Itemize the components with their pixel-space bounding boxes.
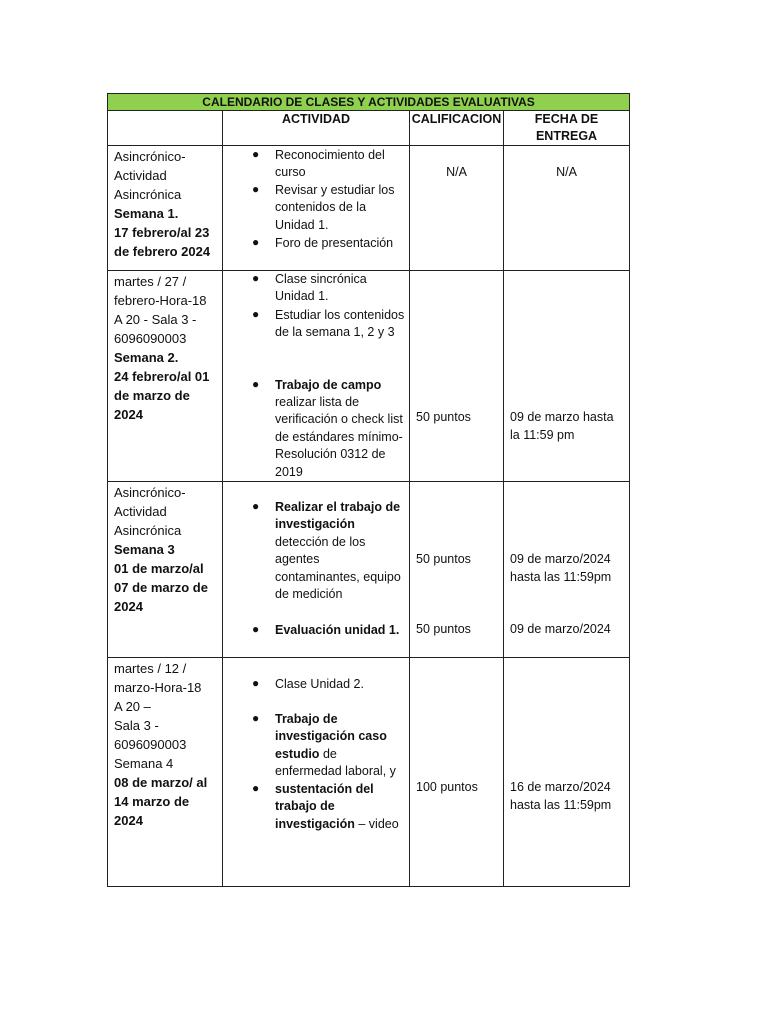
week-info: Asincrónico- Actividad Asincrónica Semana 1. 17 febrero/al 23 de febrero 2024 [108, 146, 223, 271]
trabajo-campo-text: realizar lista de verificación o check list de estándares mínimo-Resolución 0312 de 2019 [275, 395, 403, 479]
grade-cell: 50 puntos 50 puntos [410, 482, 504, 658]
header-actividad: ACTIVIDAD [223, 111, 410, 146]
activity-cell: ● Realizar el trabajo de investigación detección de los agentes contaminantes, equipo de medición ● Evaluación unidad 1. [223, 482, 410, 658]
calendar-table [107, 93, 630, 887]
due-date-cell: 16 de marzo/2024 hasta las 11:59pm [504, 658, 630, 887]
table-row [108, 146, 630, 271]
week-info: Asincrónico- Actividad Asincrónica Semana 3 01 de marzo/al 07 de marzo de 2024 [108, 482, 223, 658]
grade-cell: 50 puntos [410, 271, 504, 482]
act-detail: detección de los agentes contaminantes, equipo de medición [275, 535, 401, 602]
activity-cell: ● Reconocimiento del curso ● Revisar y estudiar los contenidos de la Unidad 1. ● Foro de presentación [223, 146, 410, 271]
due-date-cell: N/A [504, 146, 630, 271]
header-calificacion: CALIFICACION [410, 111, 504, 146]
week-info: martes / 12 / marzo-Hora-18 A 20 – Sala 3 - 6096090003 Semana 4 08 de marzo/ al 14 marzo de 2024 [108, 658, 223, 887]
grade-cell: N/A [410, 146, 504, 271]
header-blank [108, 111, 223, 146]
due-date-cell: 09 de marzo/2024 hasta las 11:59pm 09 de marzo/2024 [504, 482, 630, 658]
week-info: martes / 27 / febrero-Hora-18 A 20 - Sala 3 - 6096090003 Semana 2. 24 febrero/al 01 de marzo de 2024 [108, 271, 223, 482]
due-date-cell: 09 de marzo hasta la 11:59 pm [504, 271, 630, 482]
table-row [108, 482, 630, 658]
table-row [108, 658, 630, 887]
table-title: CALENDARIO DE CLASES Y ACTIVIDADES EVALUATIVAS [108, 94, 630, 111]
activity-cell: ● Clase Unidad 2. ● Trabajo de investigación caso estudio de enfermedad laboral, y ● sustentación del trabajo de investigación – video [223, 658, 410, 887]
grade-cell: 100 puntos [410, 658, 504, 887]
table-row [108, 271, 630, 482]
header-fecha: FECHA DE ENTREGA [504, 111, 630, 146]
activity-cell: ● Clase sincrónica Unidad 1. ● Estudiar los contenidos de la semana 1, 2 y 3 ● Trabajo de campo realizar lista de verificación o check list de estándares mínimo-Resolución 0312 de 2019 [223, 271, 410, 482]
